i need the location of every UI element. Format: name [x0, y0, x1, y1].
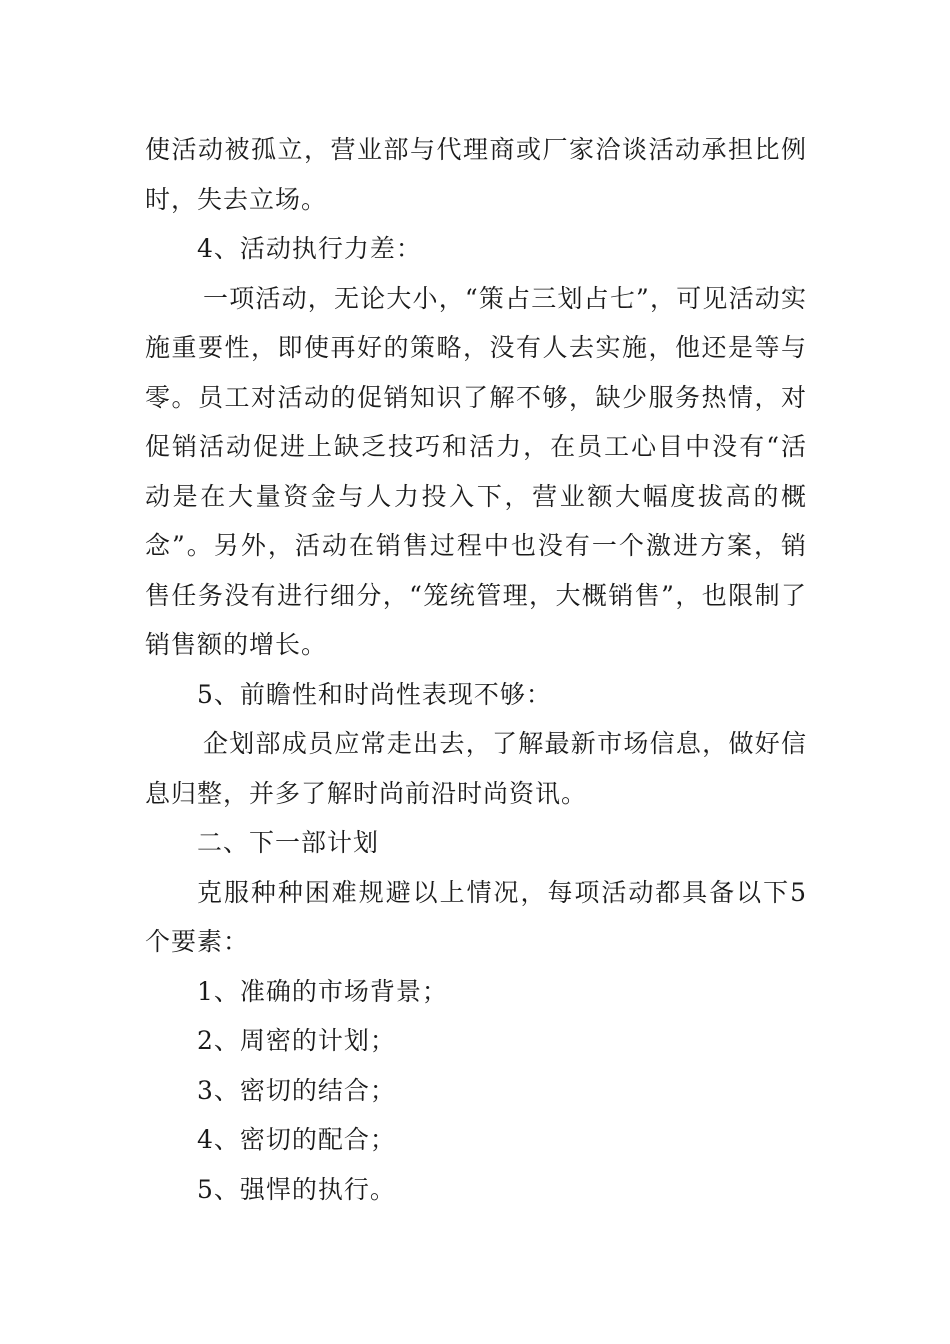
document-body	[145, 125, 807, 1214]
list-item-close-combination: 3、密切的结合；	[197, 1075, 396, 1105]
paragraph-foresight-detail: 企划部成员应常走出去，了解最新市场信息，做好信息归整，并多了解时尚前沿时尚资讯。	[145, 729, 807, 808]
section-heading-next-plan: 二、下一部计划	[197, 828, 380, 857]
heading-execution-weak: 4、活动执行力差：	[197, 234, 422, 263]
list-item-market-background: 1、准确的市场背景；	[197, 976, 448, 1006]
paragraph-next-plan-intro: 克服种种困难规避以上情况，每项活动都具备以下5个要素：	[145, 877, 807, 956]
heading-foresight-fashion: 5、前瞻性和时尚性表现不够：	[197, 679, 552, 709]
paragraph-execution-detail: 一项活动，无论大小，“策占三划占七”，可见活动实施重要性，即使再好的策略，没有人去实施，他还是等与零。员工对活动的促销知识了解不够，缺少服务热情，对促销活动促进上缺乏技巧和活力，在员工心目中没有“活动是在大量资金与人力投入下，营业额大幅度拔高的概念”。另外，活动在销售过程中也没有一个激进方案，销售任务没有进行细分，“笼统管理，大概销售”，也限制了销售额的增长。	[145, 283, 807, 659]
paragraph-continuation: 使活动被孤立，营业部与代理商或厂家洽谈活动承担比例时，失去立场。	[145, 135, 807, 214]
list-item-close-cooperation: 4、密切的配合；	[197, 1125, 396, 1154]
list-item-strong-execution: 5、强悍的执行。	[197, 1174, 396, 1204]
list-item-thorough-plan: 2、周密的计划；	[197, 1026, 396, 1055]
